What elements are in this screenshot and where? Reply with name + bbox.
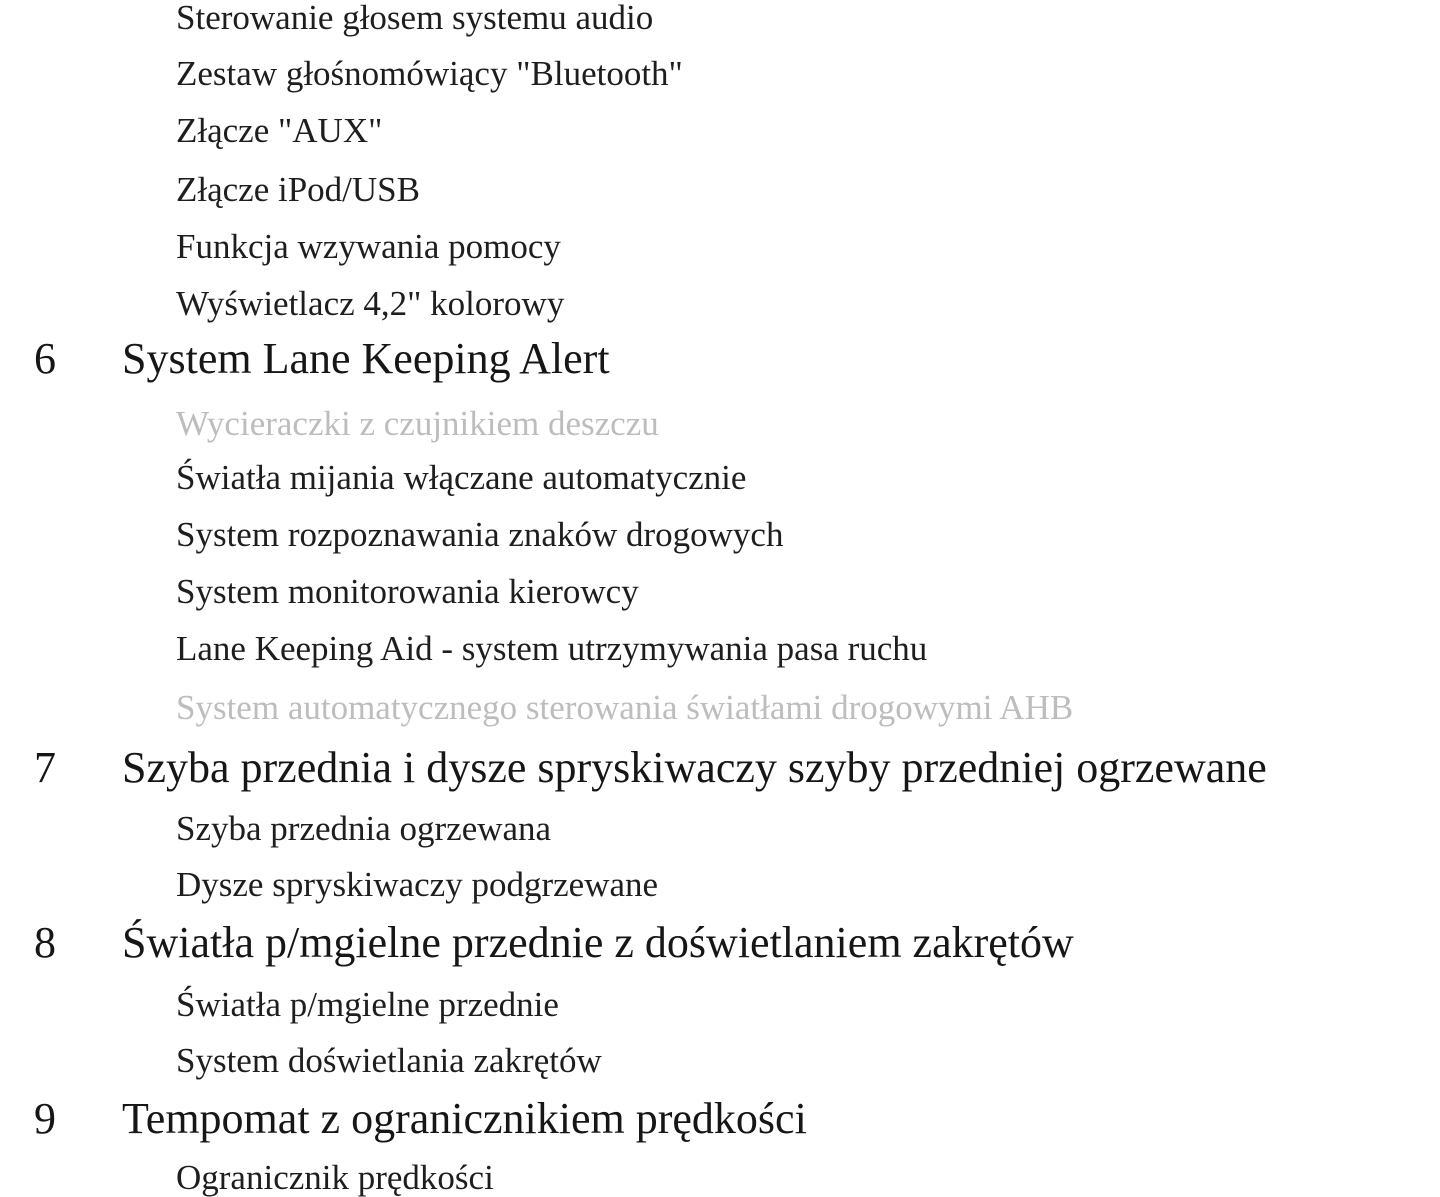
section-number: 8 bbox=[34, 918, 56, 967]
list-item: System rozpoznawania znaków drogowych bbox=[176, 515, 784, 554]
list-item: Wyświetlacz 4,2" kolorowy bbox=[176, 284, 565, 323]
list-item: Światła p/mgielne przednie bbox=[176, 985, 559, 1024]
list-item: Dysze spryskiwaczy podgrzewane bbox=[176, 865, 659, 904]
list-item: Funkcja wzywania pomocy bbox=[176, 227, 561, 266]
section-number: 7 bbox=[34, 743, 56, 792]
section-number: 9 bbox=[34, 1094, 56, 1143]
list-item-unavailable: System automatycznego sterowania światłami drogowymi AHB bbox=[176, 688, 1074, 727]
list-item-unavailable: Wycieraczki z czujnikiem deszczu bbox=[176, 404, 659, 443]
list-item: Sterowanie głosem systemu audio bbox=[176, 0, 654, 37]
list-item: System doświetlania zakrętów bbox=[176, 1041, 602, 1080]
list-item: Złącze "AUX" bbox=[176, 111, 383, 150]
list-item: Zestaw głośnomówiący "Bluetooth" bbox=[176, 54, 683, 93]
list-item: Światła mijania włączane automatycznie bbox=[176, 458, 747, 497]
section-title: Tempomat z ogranicznikiem prędkości bbox=[122, 1094, 807, 1143]
list-item: System monitorowania kierowcy bbox=[176, 572, 639, 611]
list-item: Szyba przednia ogrzewana bbox=[176, 809, 552, 848]
list-item: Złącze iPod/USB bbox=[176, 170, 420, 209]
section-number: 6 bbox=[34, 334, 56, 383]
list-item: Ogranicznik prędkości bbox=[176, 1158, 494, 1197]
section-title: System Lane Keeping Alert bbox=[122, 334, 610, 383]
list-item: Lane Keeping Aid - system utrzymywania pasa ruchu bbox=[176, 629, 928, 668]
section-title: Światła p/mgielne przednie z doświetlaniem zakrętów bbox=[122, 918, 1074, 967]
section-title: Szyba przednia i dysze spryskiwaczy szyby przedniej ogrzewane bbox=[122, 743, 1267, 792]
